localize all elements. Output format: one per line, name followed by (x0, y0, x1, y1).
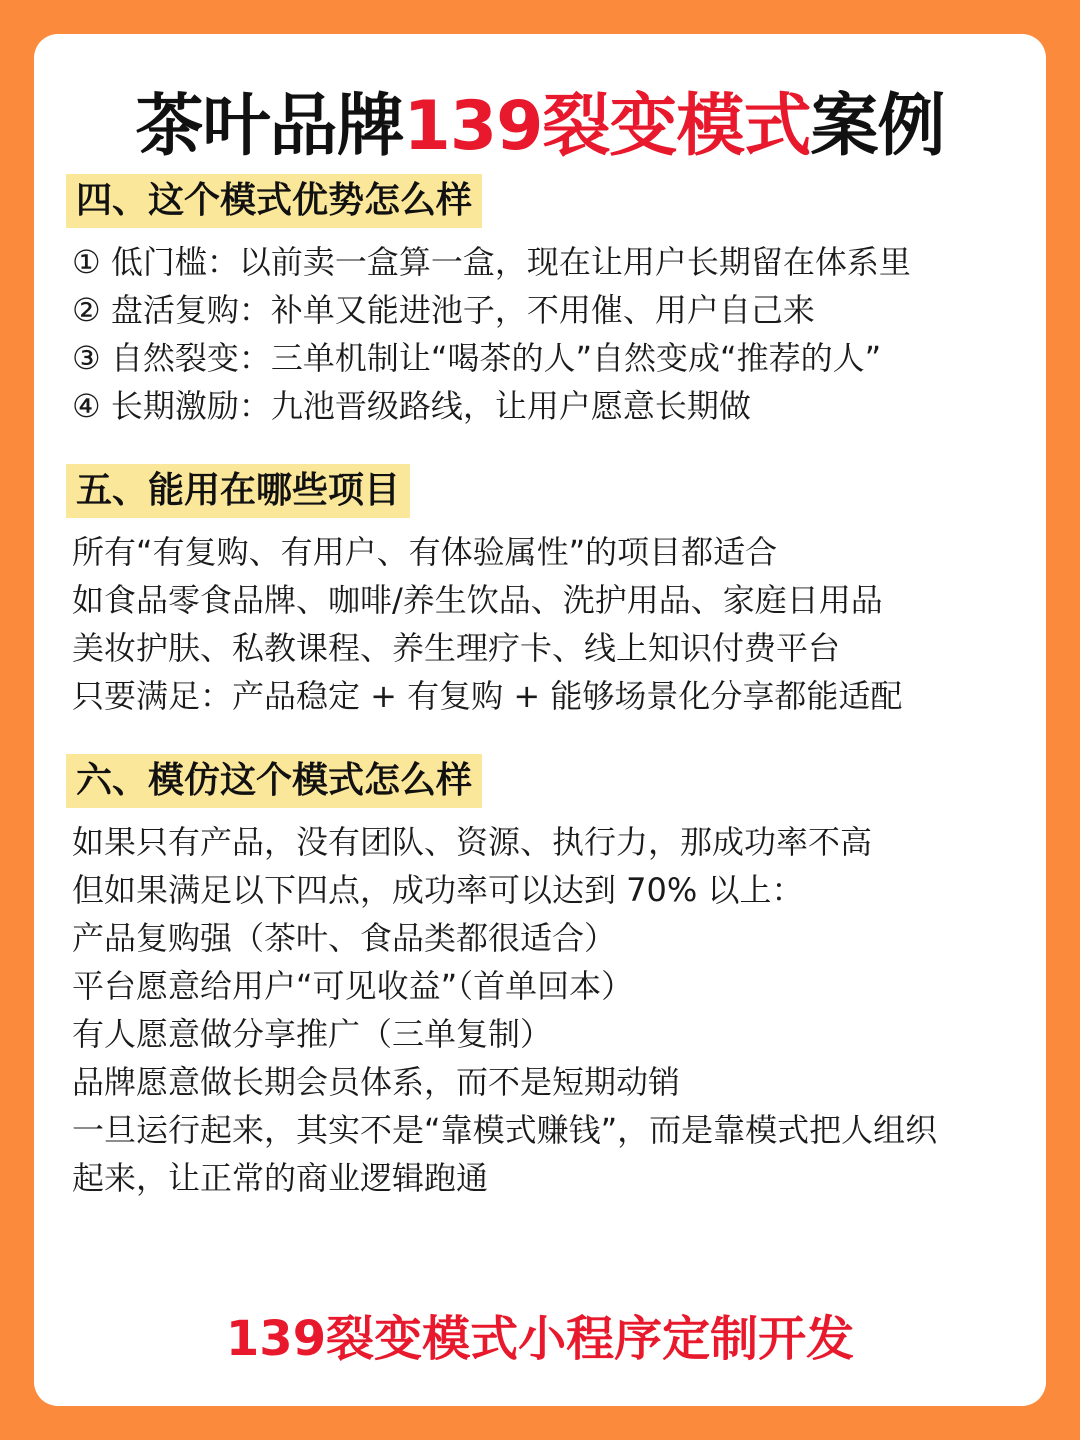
page-title (0, 72, 1080, 169)
footer-tagline: 139裂变模式小程序定制开发 (225, 1311, 855, 1367)
list-item: 起来，让正常的商业逻辑跑通 (72, 1159, 489, 1197)
list-item: 平台愿意给用户“可见收益”（首单回本） (72, 967, 634, 1005)
list-item: ④ 长期激励：九池晋级路线，让用户愿意长期做 (72, 387, 751, 425)
list-item: 一旦运行起来，其实不是“靠模式赚钱”，而是靠模式把人组织 (72, 1111, 938, 1149)
section-heading-applicable-projects: 五、能用在哪些项目 (66, 464, 410, 518)
list-item: ① 低门槛：以前卖一盒算一盒，现在让用户长期留在体系里 (72, 243, 911, 281)
list-item: 但如果满足以下四点，成功率可以达到 70% 以上： (72, 871, 804, 909)
list-item: 只要满足：产品稳定 + 有复购 + 能够场景化分享都能适配 (72, 677, 903, 715)
section-heading-advantages: 四、这个模式优势怎么样 (66, 174, 482, 228)
list-item: 产品复购强（茶叶、食品类都很适合） (72, 919, 617, 957)
title-suffix: 案例 (810, 87, 945, 166)
list-item: 如果只有产品，没有团队、资源、执行力，那成功率不高 (72, 823, 873, 861)
title-prefix: 茶叶品牌 (135, 87, 404, 166)
list-item: 美妆护肤、私教课程、养生理疗卡、线上知识付费平台 (72, 629, 841, 667)
section-heading-imitation: 六、模仿这个模式怎么样 (66, 754, 482, 808)
list-item: 有人愿意做分享推广（三单复制） (72, 1015, 553, 1053)
list-item: 品牌愿意做长期会员体系，而不是短期动销 (72, 1063, 681, 1101)
list-item: 所有“有复购、有用户、有体验属性”的项目都适合 (72, 533, 778, 571)
title-highlight: 139裂变模式 (403, 87, 811, 166)
list-item: ② 盘活复购：补单又能进池子，不用催、用户自己来 (72, 291, 815, 329)
list-item: ③ 自然裂变：三单机制让“喝茶的人”自然变成“推荐的人” (72, 339, 882, 377)
content-card (34, 34, 1046, 1406)
list-item: 如食品零食品牌、咖啡/养生饮品、洗护用品、家庭日用品 (72, 581, 883, 619)
